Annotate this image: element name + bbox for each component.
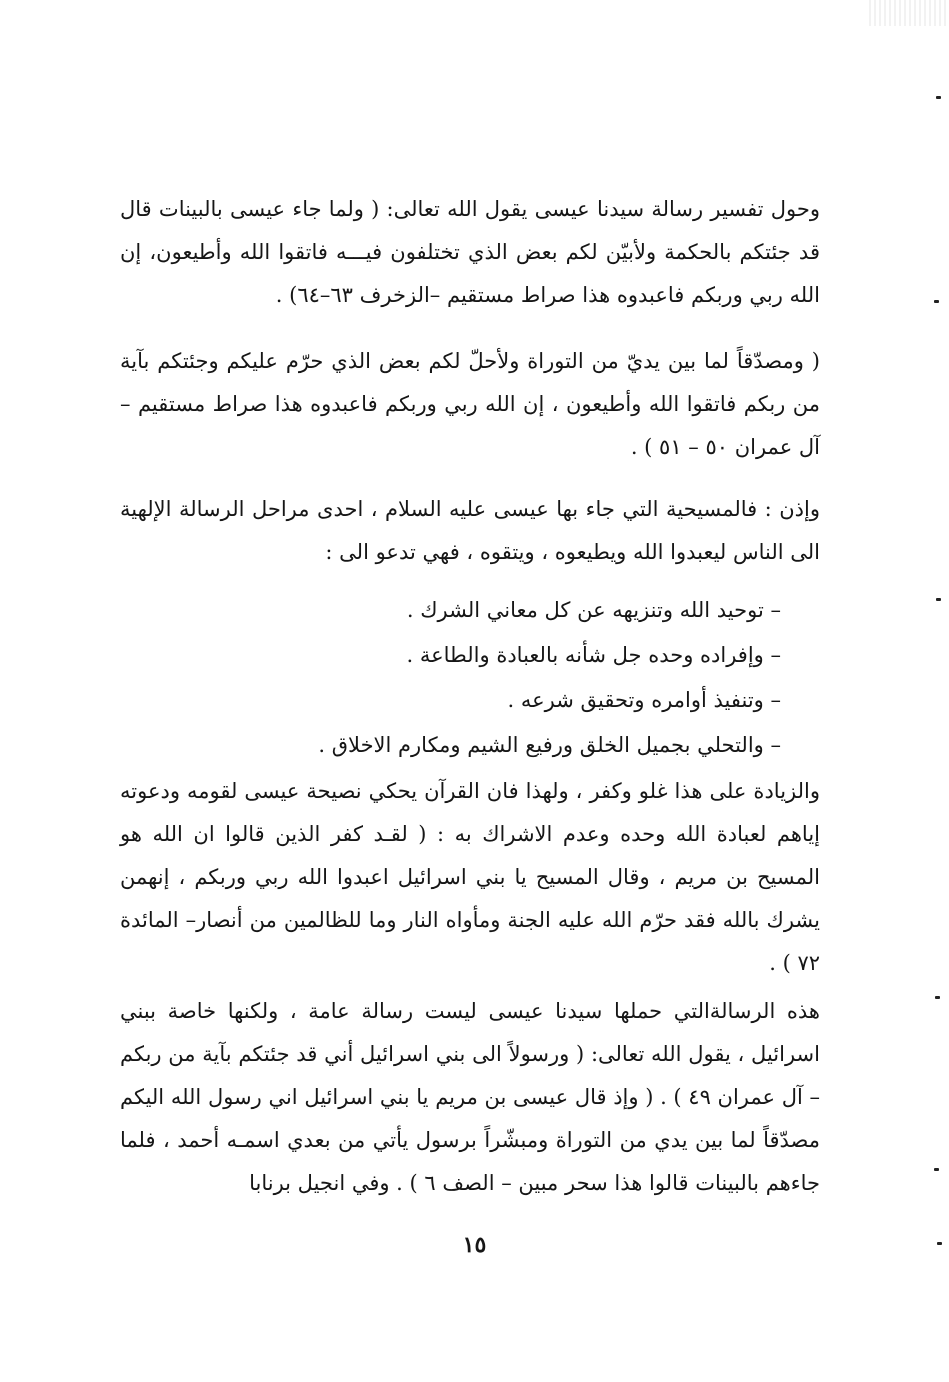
margin-mark [937,1242,942,1245]
principles-list [261,588,781,768]
list-item: – وتنفيذ أوامره وتحقيق شرعه . [507,688,781,712]
margin-mark [935,996,940,999]
paragraph-2: ( ومصدّقاً لما بين يديّ من التوراة ولأحلّ لكم بعض الذي حرّم عليكم وجئتكم بآية من ربكم فاتقوا الله وأطيعون ، إن الله ربي وربكم فاعبدوه هذا صراط مستقيم – آل عمران ٥٠ – ٥١ ) . [120,349,820,459]
list-item: – وإفراده وحده جل شأنه بالعبادة والطاعة . [406,643,781,667]
margin-mark [936,96,941,99]
list-item: – توحيد الله وتنزيهه عن كل معاني الشرك . [406,598,781,622]
margin-mark [934,300,939,303]
paragraph-1: وحول تفسير رسالة سيدنا عيسى يقول الله تعالى: ( ولما جاء عيسى بالبينات قال قد جئتكم بالحكمة ولأبيّن لكم بعض الذي تختلفون فيـــه فاتقوا الله وأطيعون، إن الله ربي وربكم فاعبدوه هذا صراط مستقيم –الزخرف ٦٣–٦٤) . [120,197,820,307]
list-item: – والتحلي بجميل الخلق ورفيع الشيم ومكارم الاخلاق . [318,733,781,757]
margin-mark [936,598,941,601]
paragraph-3: وإذن : فالمسيحية التي جاء بها عيسى عليه السلام ، احدى مراحل الرسالة الإلهية الى الناس ليعبدوا الله ويطيعوه ، ويتقوه ، فهي تدعو الى : [120,497,820,564]
paragraph-4: والزيادة على هذا غلو وكفر ، ولهذا فان القرآن يحكي نصيحة عيسى لقومه ودعوته إياهم لعبادة الله وحده وعدم الاشراك به : ( لقـد كفر الذين قالوا ان الله هو المسيح بن مريم ، وقال المسيح يا بني اسرائيل اعبدوا الله ربي وربكم ، إنهمن يشرك بالله فقد حرّم الله عليه الجنة ومأواه النار وما للظالمين من أنصار– المائدة ٧٢ ) . [120,779,820,975]
margin-mark [934,1168,939,1171]
paragraph-5: هذه الرسالةالتي حملها سيدنا عيسى ليست رسالة عامة ، ولكنها خاصة ببني اسرائيل ، يقول الله تعالى: ( ورسولاً الى بني اسرائيل أني قد جئتكم بآية من ربكم – آل عمران ٤٩ ) . ( وإذ قال عيسى بن مريم يا بني اسرائيل اني رسول الله اليكم مصدّقاً لما بين يدي من التوراة ومبشّراً برسول يأتي من بعدي اسمـه أحمد ، فلما جاءهم بالبينات قالوا هذا سحر مبين – الصف ٦ ) . وفي انجيل برنابا [120,999,820,1195]
scan-artifact [869,0,949,26]
page-number: ١٥ [462,1232,487,1258]
